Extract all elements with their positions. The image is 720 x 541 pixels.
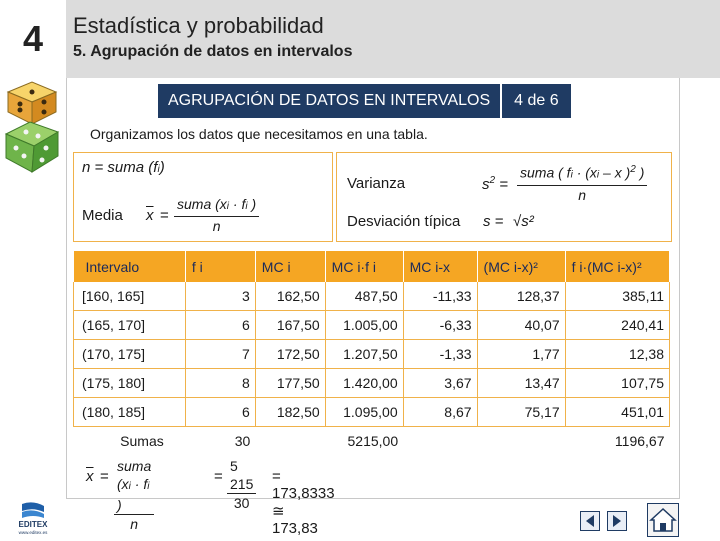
col-header: MC i·f i	[325, 251, 403, 282]
cell: 162,50	[255, 282, 325, 311]
cell: -1,33	[403, 340, 477, 369]
col-header: MC i-x	[403, 251, 477, 282]
cell: 1,77	[477, 340, 565, 369]
cell: 1.005,00	[325, 311, 403, 340]
cell: (165, 170]	[74, 311, 186, 340]
cell: 182,50	[255, 398, 325, 427]
cell: 3	[185, 282, 255, 311]
sums-mcfi: 5215,00	[347, 433, 399, 449]
cell: 172,50	[255, 340, 325, 369]
mean-eq: =	[100, 468, 109, 485]
mean-fraction: suma (xi · fi ) n	[114, 457, 154, 533]
table-row	[74, 340, 670, 369]
cell: -6,33	[403, 311, 477, 340]
col-header: (MC i-x)²	[477, 251, 565, 282]
banner-title: AGRUPACIÓN DE DATOS EN INTERVALOS	[158, 84, 502, 118]
cell: 40,07	[477, 311, 565, 340]
media-fraction: suma (xi · fi ) n	[174, 195, 259, 235]
desviacion-lhs: s =	[483, 213, 504, 230]
s2-symbol: $s^2$ =	[482, 175, 508, 193]
mean-result: = 173,8333 ≅ 173,83	[272, 468, 335, 537]
sums-row	[74, 427, 670, 456]
sums-label: Sumas	[120, 433, 164, 449]
sums-empty	[403, 427, 477, 456]
varianza-fraction: suma ( fi · (xi – x )$^2$ ) n	[517, 161, 647, 204]
cell: -11,33	[403, 282, 477, 311]
svg-text:EDITEX: EDITEX	[18, 520, 48, 529]
prev-icon	[581, 512, 599, 530]
cell: 1.420,00	[325, 369, 403, 398]
table-row	[74, 398, 670, 427]
sums-last: 1196,67	[614, 433, 665, 449]
desviacion-label: Desviación típica	[347, 213, 461, 230]
cell: 7	[185, 340, 255, 369]
cell: 167,50	[255, 311, 325, 340]
cell: (170, 175]	[74, 340, 186, 369]
cell: 177,50	[255, 369, 325, 398]
sums-empty	[255, 427, 325, 456]
media-label: Media	[82, 207, 123, 224]
cell: 240,41	[565, 311, 669, 340]
cell: 1.095,00	[325, 398, 403, 427]
cell: 6	[185, 398, 255, 427]
table-row	[74, 311, 670, 340]
cell: 451,01	[565, 398, 669, 427]
dice-green-icon	[2, 116, 64, 174]
formula-box-varianza	[336, 152, 672, 242]
col-header: f i·(MC i-x)²	[565, 251, 669, 282]
editex-logo	[8, 502, 58, 536]
table-header-row	[74, 251, 670, 282]
desviacion-rhs: √s²	[513, 213, 534, 230]
chapter-number: 4	[0, 0, 66, 78]
home-icon	[648, 504, 678, 536]
col-header: MC i	[255, 251, 325, 282]
page-subtitle: 5. Agrupación de datos en intervalos	[73, 43, 353, 60]
prev-button[interactable]	[580, 511, 600, 531]
cell: 8,67	[403, 398, 477, 427]
cell: 3,67	[403, 369, 477, 398]
home-button[interactable]	[647, 503, 679, 537]
table-row	[74, 369, 670, 398]
next-button[interactable]	[607, 511, 627, 531]
col-header: f i	[185, 251, 255, 282]
cell: (180, 185]	[74, 398, 186, 427]
cell: 12,38	[565, 340, 669, 369]
frequency-table	[73, 251, 670, 455]
media-xbar: $\overline{x}$	[146, 207, 154, 224]
cell: 128,37	[477, 282, 565, 311]
page-counter: 4 de 6	[514, 92, 559, 109]
left-sidebar	[0, 78, 66, 540]
header-bar	[0, 0, 720, 78]
next-icon	[608, 512, 626, 530]
cell: 107,75	[565, 369, 669, 398]
cell: (175, 180]	[74, 369, 186, 398]
formula-box-n-media	[73, 152, 333, 242]
cell: 13,47	[477, 369, 565, 398]
section-banner	[158, 84, 571, 118]
cell: [160, 165]	[74, 282, 186, 311]
editex-logo-icon	[8, 502, 58, 536]
intro-text: Organizamos los datos que necesitamos en una tabla.	[90, 126, 428, 142]
page-title: Estadística y probabilidad	[73, 13, 324, 38]
mean-eq2: =	[214, 468, 223, 485]
col-header: Intervalo	[74, 251, 186, 282]
cell: 75,17	[477, 398, 565, 427]
cell: 6	[185, 311, 255, 340]
cell: 8	[185, 369, 255, 398]
media-eq: =	[160, 207, 169, 224]
table-row	[74, 282, 670, 311]
cell: 385,11	[565, 282, 669, 311]
svg-text:www.editex.es: www.editex.es	[18, 530, 48, 535]
sums-empty	[477, 427, 565, 456]
mean-xbar: $\overline{x}$	[86, 468, 94, 485]
sums-fi: 30	[234, 433, 251, 449]
n-formula: n = suma (fi)	[82, 159, 165, 176]
cell: 487,50	[325, 282, 403, 311]
varianza-label: Varianza	[347, 175, 406, 192]
cell: 1.207,50	[325, 340, 403, 369]
mean-value-fraction: $\frac{5 215}{30}$	[227, 457, 256, 512]
